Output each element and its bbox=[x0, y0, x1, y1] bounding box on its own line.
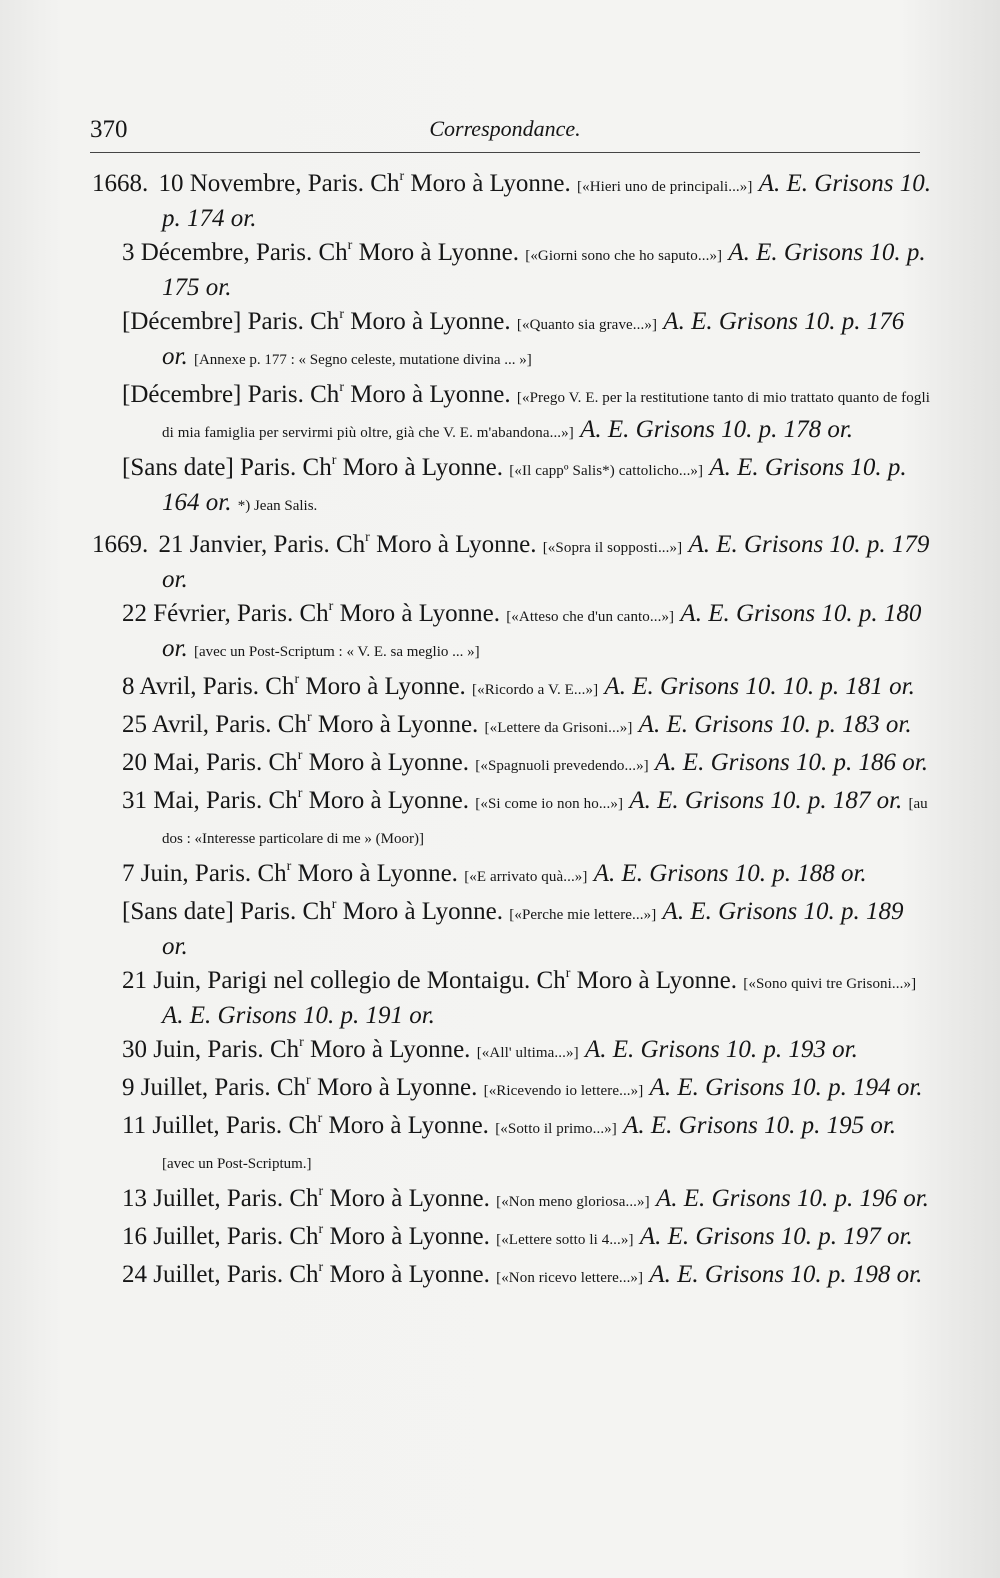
entry-recipient: Moro à Lyonne. bbox=[570, 967, 738, 994]
entry-incipit: [«Lettere da Grisoni...»] bbox=[484, 720, 633, 736]
entry-incipit: [«Ricevendo io lettere...»] bbox=[483, 1083, 644, 1099]
entry-incipit: [«Lettere sotto li 4...»] bbox=[496, 1232, 634, 1248]
entry-date: 11 Juillet, Paris. bbox=[122, 1112, 283, 1139]
page-header bbox=[90, 116, 920, 148]
entry-sender: Ch bbox=[288, 1112, 318, 1139]
letter-entry bbox=[92, 1221, 932, 1256]
entry-recipient: Moro à Lyonne. bbox=[369, 531, 537, 558]
letter-entry bbox=[92, 452, 932, 522]
entry-incipit: [«Hieri uno de principali...»] bbox=[577, 179, 753, 195]
entry-year: 1669. bbox=[92, 531, 149, 558]
entry-archive-reference: A. E. Grisons 10. p. 180 or. bbox=[162, 600, 922, 662]
entry-sender-superscript: r bbox=[565, 966, 571, 981]
entry-recipient: Moro à Lyonne. bbox=[302, 749, 470, 776]
entry-archive-reference: A. E. Grisons 10. p. 174 or. bbox=[162, 170, 931, 232]
letter-entry bbox=[92, 896, 932, 962]
letter-entry bbox=[92, 1072, 932, 1107]
entry-note: [au dos : «Interesse particolare di me » (Moor)] bbox=[162, 796, 928, 847]
entry-archive-reference: A. E. Grisons 10. p. 188 or. bbox=[593, 860, 867, 887]
entry-incipit: [«Sono quivi tre Grisoni...»] bbox=[743, 976, 917, 992]
entry-incipit: [«Atteso che d'un canto...»] bbox=[506, 609, 675, 625]
entry-archive-reference: A. E. Grisons 10. p. 189 or. bbox=[162, 898, 904, 960]
entry-date: 21 Juin, Parigi nel collegio de Montaigu. bbox=[122, 967, 531, 994]
entry-archive-reference: A. E. Grisons 10. p. 187 or. bbox=[629, 787, 903, 814]
entry-sender-superscript: r bbox=[317, 1111, 323, 1126]
entry-sender: Ch bbox=[289, 1185, 319, 1212]
correspondence-list bbox=[92, 168, 932, 1297]
entry-sender-superscript: r bbox=[331, 453, 337, 468]
entry-recipient: Moro à Lyonne. bbox=[311, 711, 479, 738]
entry-incipit: [«Il cappº Salis*) cattolicho...»] bbox=[509, 463, 704, 479]
entry-sender: Ch bbox=[289, 1261, 319, 1288]
entry-archive-reference: A. E. Grisons 10. p. 164 or. bbox=[162, 454, 907, 516]
entry-incipit: [«Non meno gloriosa...»] bbox=[496, 1194, 650, 1210]
entry-date: 13 Juillet, Paris. bbox=[122, 1185, 284, 1212]
entry-incipit: [«All' ultima...»] bbox=[476, 1045, 579, 1061]
entry-recipient: Moro à Lyonne. bbox=[352, 239, 519, 266]
entry-sender-superscript: r bbox=[299, 1035, 304, 1050]
letter-entry bbox=[92, 306, 932, 376]
entry-date: 22 Février, Paris. bbox=[122, 600, 294, 627]
entry-date: [Sans date] Paris. bbox=[122, 898, 297, 925]
entry-sender: Ch bbox=[318, 239, 348, 266]
entry-sender: Ch bbox=[257, 860, 287, 887]
entry-date: 31 Mai, Paris. bbox=[122, 787, 263, 814]
entry-sender-superscript: r bbox=[347, 238, 353, 253]
letter-entry bbox=[92, 237, 932, 303]
entry-recipient: Moro à Lyonne. bbox=[299, 673, 466, 700]
letter-entry bbox=[92, 1183, 932, 1218]
entry-archive-reference: A. E. Grisons 10. p. 198 or. bbox=[649, 1261, 923, 1288]
entry-sender-superscript: r bbox=[286, 859, 292, 874]
entry-sender-superscript: r bbox=[331, 897, 337, 912]
entry-sender-superscript: r bbox=[294, 672, 300, 687]
entry-date: 25 Avril, Paris. bbox=[122, 711, 272, 738]
entry-note: [avec un Post-Scriptum : « V. E. sa meglio ... »] bbox=[193, 644, 480, 660]
entry-archive-reference: A. E. Grisons 10. p. 191 or. bbox=[162, 1002, 435, 1029]
entry-recipient: Moro à Lyonne. bbox=[323, 1185, 490, 1212]
entry-sender: Ch bbox=[289, 1223, 319, 1250]
entry-archive-reference: A. E. Grisons 10. p. 197 or. bbox=[639, 1223, 913, 1250]
entry-incipit: [«Spagnuoli prevedendo...»] bbox=[475, 758, 649, 774]
entry-archive-reference: A. E. Grisons 10. p. 179 or. bbox=[162, 531, 930, 593]
entry-recipient: Moro à Lyonne. bbox=[343, 381, 511, 408]
letter-entry bbox=[92, 598, 932, 668]
entry-archive-reference: A. E. Grisons 10. p. 178 or. bbox=[580, 416, 854, 443]
entry-incipit: [«Si come io non ho...»] bbox=[475, 796, 624, 812]
entry-incipit: [«Giorni sono che ho saputo...»] bbox=[525, 248, 723, 264]
entry-sender: Ch bbox=[276, 1074, 307, 1101]
entry-archive-reference: A. E. Grisons 10. p. 176 or. bbox=[162, 308, 905, 370]
entry-archive-reference: A. E. Grisons 10. p. 196 or. bbox=[655, 1185, 929, 1212]
entry-note: [Annexe p. 177 : « Segno celeste, mutatione divina ... »] bbox=[193, 352, 532, 368]
entry-sender-superscript: r bbox=[318, 1260, 324, 1275]
entry-sender: Ch bbox=[268, 749, 298, 776]
entry-incipit: [«Non ricevo lettere...»] bbox=[496, 1270, 644, 1286]
entry-incipit: [«Prego V. E. per la restitutione tanto di mio trattato quanto de fogli di mia famiglia per servirmi più oltre, già che V. E. m'abandona...»] bbox=[162, 390, 931, 441]
entry-date: [Sans date] Paris. bbox=[122, 454, 297, 481]
entry-sender: Ch bbox=[310, 381, 340, 408]
entry-sender-superscript: r bbox=[297, 786, 303, 801]
entry-incipit: [«Quanto sia grave...»] bbox=[516, 317, 658, 333]
entry-sender-superscript: r bbox=[365, 530, 370, 545]
entry-date: 3 Décembre, Paris. bbox=[122, 239, 313, 266]
entry-recipient: Moro à Lyonne. bbox=[333, 600, 500, 627]
entry-recipient: Moro à Lyonne. bbox=[336, 898, 504, 925]
entry-sender: Ch bbox=[335, 531, 366, 558]
entry-date: 8 Avril, Paris. bbox=[122, 673, 260, 700]
entry-year: 1668. bbox=[92, 170, 149, 197]
entry-recipient: Moro à Lyonne. bbox=[336, 454, 504, 481]
letter-entry bbox=[92, 858, 932, 893]
entry-date: [Décembre] Paris. bbox=[122, 381, 304, 408]
entry-incipit: [«Perche mie lettere...»] bbox=[509, 907, 657, 923]
entry-incipit: [«Sotto il primo...»] bbox=[495, 1121, 617, 1137]
entry-date: 30 Juin, Paris. bbox=[122, 1036, 264, 1063]
letter-entry bbox=[92, 747, 932, 782]
entry-date: 24 Juillet, Paris. bbox=[122, 1261, 284, 1288]
page-number: 370 bbox=[90, 116, 128, 143]
letter-entry bbox=[92, 168, 932, 234]
entry-note: *) Jean Salis. bbox=[237, 498, 318, 514]
entry-incipit: [«Sopra il sopposti...»] bbox=[542, 540, 683, 556]
entry-date: 16 Juillet, Paris. bbox=[122, 1223, 284, 1250]
entry-note: [avec un Post-Scriptum.] bbox=[162, 1156, 312, 1172]
letter-entry bbox=[92, 379, 932, 449]
entry-archive-reference: A. E. Grisons 10. p. 193 or. bbox=[584, 1036, 858, 1063]
entry-archive-reference: A. E. Grisons 10. p. 186 or. bbox=[655, 749, 928, 776]
entry-date: 7 Juin, Paris. bbox=[122, 860, 252, 887]
entry-date: 21 Janvier, Paris. bbox=[158, 531, 330, 558]
entry-recipient: Moro à Lyonne. bbox=[310, 1074, 478, 1101]
letter-entry bbox=[92, 785, 932, 855]
entry-archive-reference: A. E. Grisons 10. 10. p. 181 or. bbox=[604, 673, 915, 700]
entry-sender: Ch bbox=[302, 454, 332, 481]
entry-sender-superscript: r bbox=[306, 1073, 311, 1088]
running-title: Correspondance. bbox=[429, 116, 581, 141]
entry-archive-reference: A. E. Grisons 10. p. 183 or. bbox=[638, 711, 912, 738]
entry-archive-reference: A. E. Grisons 10. p. 175 or. bbox=[162, 239, 926, 301]
entry-recipient: Moro à Lyonne. bbox=[404, 170, 571, 197]
entry-sender-superscript: r bbox=[399, 169, 405, 184]
entry-sender: Ch bbox=[269, 1036, 300, 1063]
entry-sender: Ch bbox=[302, 898, 332, 925]
entry-archive-reference: A. E. Grisons 10. p. 194 or. bbox=[649, 1074, 923, 1101]
entry-sender-superscript: r bbox=[318, 1184, 324, 1199]
entry-sender: Ch bbox=[310, 308, 340, 335]
entry-sender-superscript: r bbox=[339, 380, 344, 395]
entry-sender: Ch bbox=[268, 787, 298, 814]
entry-sender: Ch bbox=[370, 170, 400, 197]
letter-entry bbox=[92, 709, 932, 744]
entry-recipient: Moro à Lyonne. bbox=[343, 308, 511, 335]
entry-date: [Décembre] Paris. bbox=[122, 308, 304, 335]
entry-date: 20 Mai, Paris. bbox=[122, 749, 263, 776]
entry-recipient: Moro à Lyonne. bbox=[303, 1036, 471, 1063]
entry-recipient: Moro à Lyonne. bbox=[323, 1261, 490, 1288]
entry-sender: Ch bbox=[277, 711, 307, 738]
entry-sender-superscript: r bbox=[306, 710, 312, 725]
letter-entry bbox=[92, 671, 932, 706]
entry-sender-superscript: r bbox=[339, 307, 344, 322]
entry-recipient: Moro à Lyonne. bbox=[322, 1112, 489, 1139]
entry-date: 10 Novembre, Paris. bbox=[158, 170, 365, 197]
letter-entry bbox=[92, 1259, 932, 1294]
entry-sender: Ch bbox=[299, 600, 329, 627]
letter-entry bbox=[92, 1034, 932, 1069]
entry-recipient: Moro à Lyonne. bbox=[302, 787, 470, 814]
entry-sender-superscript: r bbox=[297, 748, 303, 763]
letter-entry bbox=[92, 529, 932, 595]
entry-recipient: Moro à Lyonne. bbox=[291, 860, 458, 887]
entry-incipit: [«Ricordo a V. E...»] bbox=[472, 682, 599, 698]
letter-entry bbox=[92, 1110, 932, 1180]
entry-incipit: [«E arrivato quà...»] bbox=[464, 869, 588, 885]
entry-date: 9 Juillet, Paris. bbox=[122, 1074, 271, 1101]
letter-entry bbox=[92, 965, 932, 1031]
entry-sender: Ch bbox=[536, 967, 566, 994]
entry-archive-reference: A. E. Grisons 10. p. 195 or. bbox=[623, 1112, 897, 1139]
entry-recipient: Moro à Lyonne. bbox=[323, 1223, 490, 1250]
header-rule bbox=[90, 152, 920, 153]
entry-sender: Ch bbox=[265, 673, 295, 700]
entry-sender-superscript: r bbox=[318, 1222, 324, 1237]
entry-sender-superscript: r bbox=[328, 599, 334, 614]
